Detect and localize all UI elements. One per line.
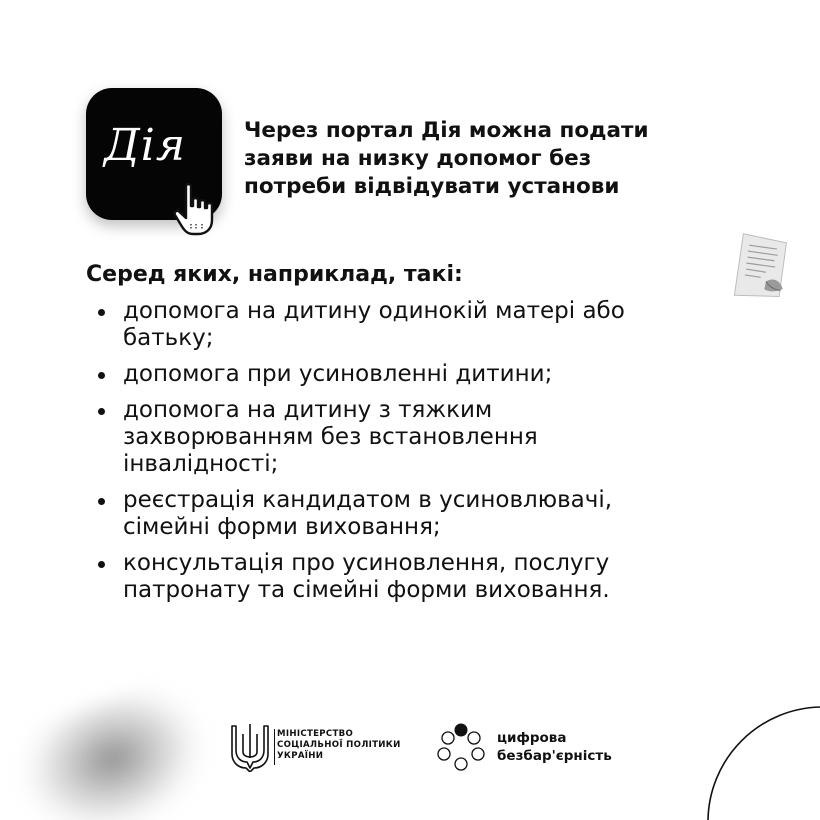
trident-emblem-icon xyxy=(228,722,272,772)
list-item xyxy=(94,550,734,604)
bullet-icon xyxy=(98,498,105,505)
circle-arc-icon xyxy=(700,705,820,820)
intro-headline xyxy=(244,117,724,201)
blurred-decoration xyxy=(3,671,226,820)
intro-line: потреби відвідувати установи xyxy=(244,174,620,199)
list-item-line: сімейні форми виховання; xyxy=(123,514,441,540)
list-item xyxy=(94,397,734,478)
list-item-line: допомога при усиновленні дитини; xyxy=(123,361,553,387)
ministry-divider xyxy=(274,729,275,765)
ministry-name-line: УКРАЇНИ xyxy=(277,751,324,761)
list-item-line: патронату та сімейні форми виховання. xyxy=(123,577,610,603)
benefits-list xyxy=(94,298,734,613)
intro-line: заяви на низку допомог без xyxy=(244,146,592,171)
ministry-name-line: СОЦІАЛЬНОЇ ПОЛІТИКИ xyxy=(277,740,401,750)
bullet-icon xyxy=(98,408,105,415)
list-item xyxy=(94,487,734,541)
digital-accessibility-line: безбар'єрність xyxy=(497,748,612,764)
intro-line: Через портал Дія можна подати xyxy=(244,118,649,143)
digital-accessibility-name xyxy=(497,729,612,765)
bullet-icon xyxy=(98,372,105,379)
list-item-line: реєстрація кандидатом в усиновлювачі, xyxy=(123,487,613,513)
list-item-line: допомога на дитину з тяжким xyxy=(123,397,493,423)
list-item-line: батьку; xyxy=(123,325,214,351)
list-item xyxy=(94,298,734,352)
list-item-line: консультація про усиновлення, послугу xyxy=(123,550,610,576)
list-item-line: інвалідності; xyxy=(123,451,279,477)
ministry-name xyxy=(277,729,401,762)
list-item xyxy=(94,361,734,388)
hand-pointer-icon xyxy=(172,182,220,238)
list-item-line: допомога на дитину одинокій матері або xyxy=(123,298,625,324)
digital-accessibility-line: цифрова xyxy=(497,730,567,746)
list-heading: Серед яких, наприклад, такі: xyxy=(86,262,463,287)
ministry-name-line: МІНІСТЕРСТВО xyxy=(277,729,354,739)
six-circles-icon xyxy=(436,722,486,774)
bullet-icon xyxy=(98,561,105,568)
list-item-line: захворюванням без встановлення xyxy=(123,424,538,450)
bullet-icon xyxy=(98,309,105,316)
diia-logo-text: Дія xyxy=(104,120,186,171)
